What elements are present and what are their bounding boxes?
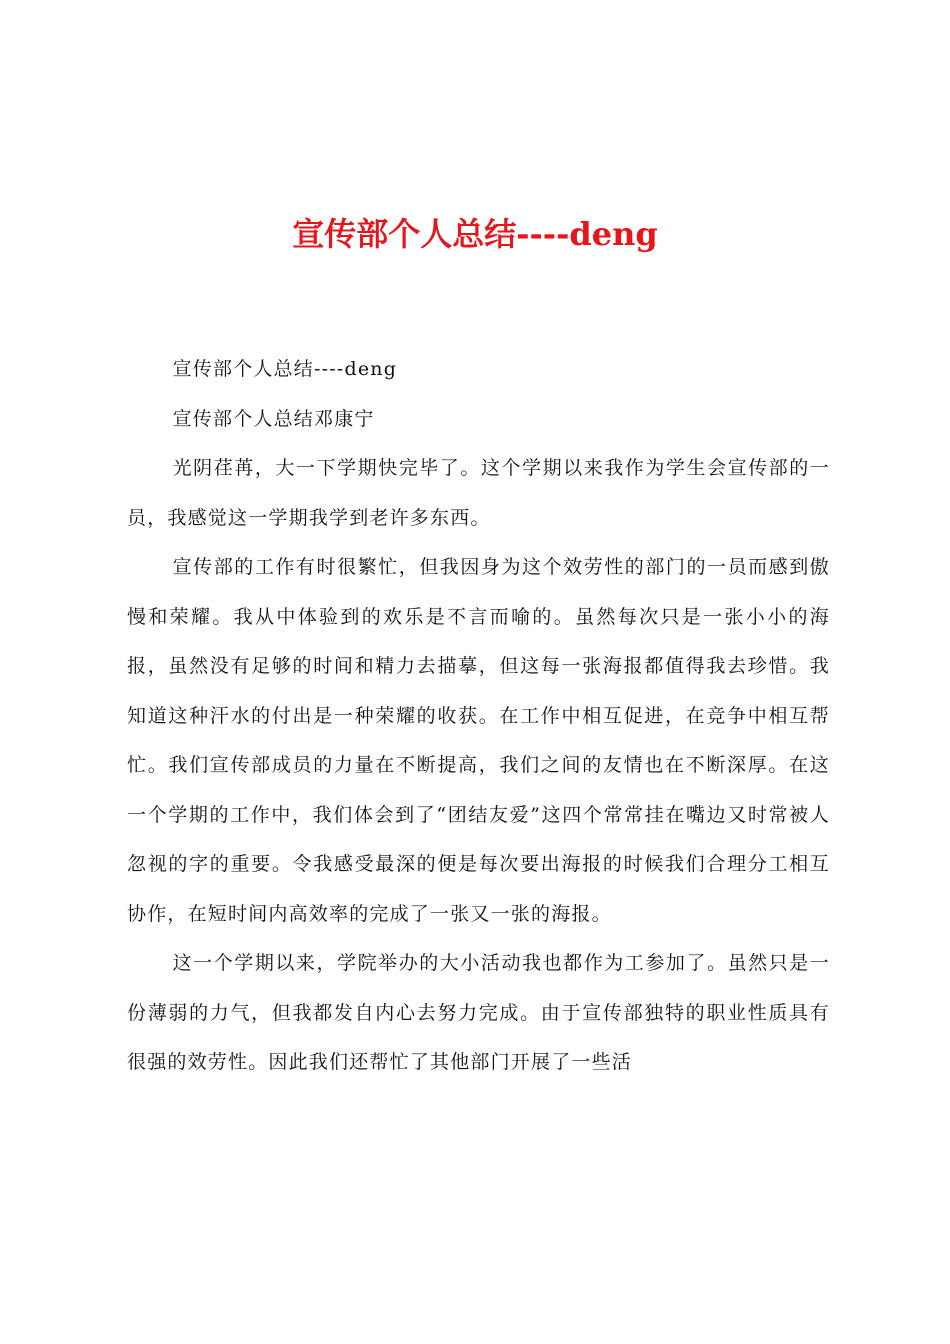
paragraph-subtitle: 宣传部个人总结邓康宁 bbox=[172, 407, 375, 430]
paragraph-intro: 光阴荏苒，大一下学期快完毕了。这个学期以来我作为学生会宣传部的一员，我感觉这一学期我学到老许多东西。 bbox=[127, 457, 830, 529]
paragraph-activities: 这一个学期以来，学院举办的大小活动我也都作为工参加了。虽然只是一份薄弱的力气，但我都发自内心去努力完成。由于宣传部独特的职业性质具有很强的效劳性。因此我们还帮忙了其他部门开展了一些活 bbox=[127, 952, 830, 1073]
paragraph-work: 宣传部的工作有时很繁忙，但我因身为这个效劳性的部门的一员而感到傲慢和荣耀。我从中体验到的欢乐是不言而喻的。虽然每次只是一张小小的海报，虽然没有足够的时间和精力去描摹，但这每一张海报都值得我去珍惜。我知道这种汗水的付出是一种荣耀的收获。在工作中相互促进，在竞争中相互帮忙。我们宣传部成员的力量在不断提高，我们之间的友情也在不断深厚。在这一个学期的工作中，我们体会到了“团结友爱”这四个常常挂在嘴边又时常被人忽视的字的重要。令我感受最深的便是每次要出海报的时候我们合理分工相互协作，在短时间内高效率的完成了一张又一张的海报。 bbox=[127, 556, 830, 925]
document-title: 宣传部个人总结----deng bbox=[292, 215, 658, 253]
paragraph-heading-repeat: 宣传部个人总结----deng bbox=[172, 358, 398, 380]
document-body bbox=[127, 345, 830, 1088]
